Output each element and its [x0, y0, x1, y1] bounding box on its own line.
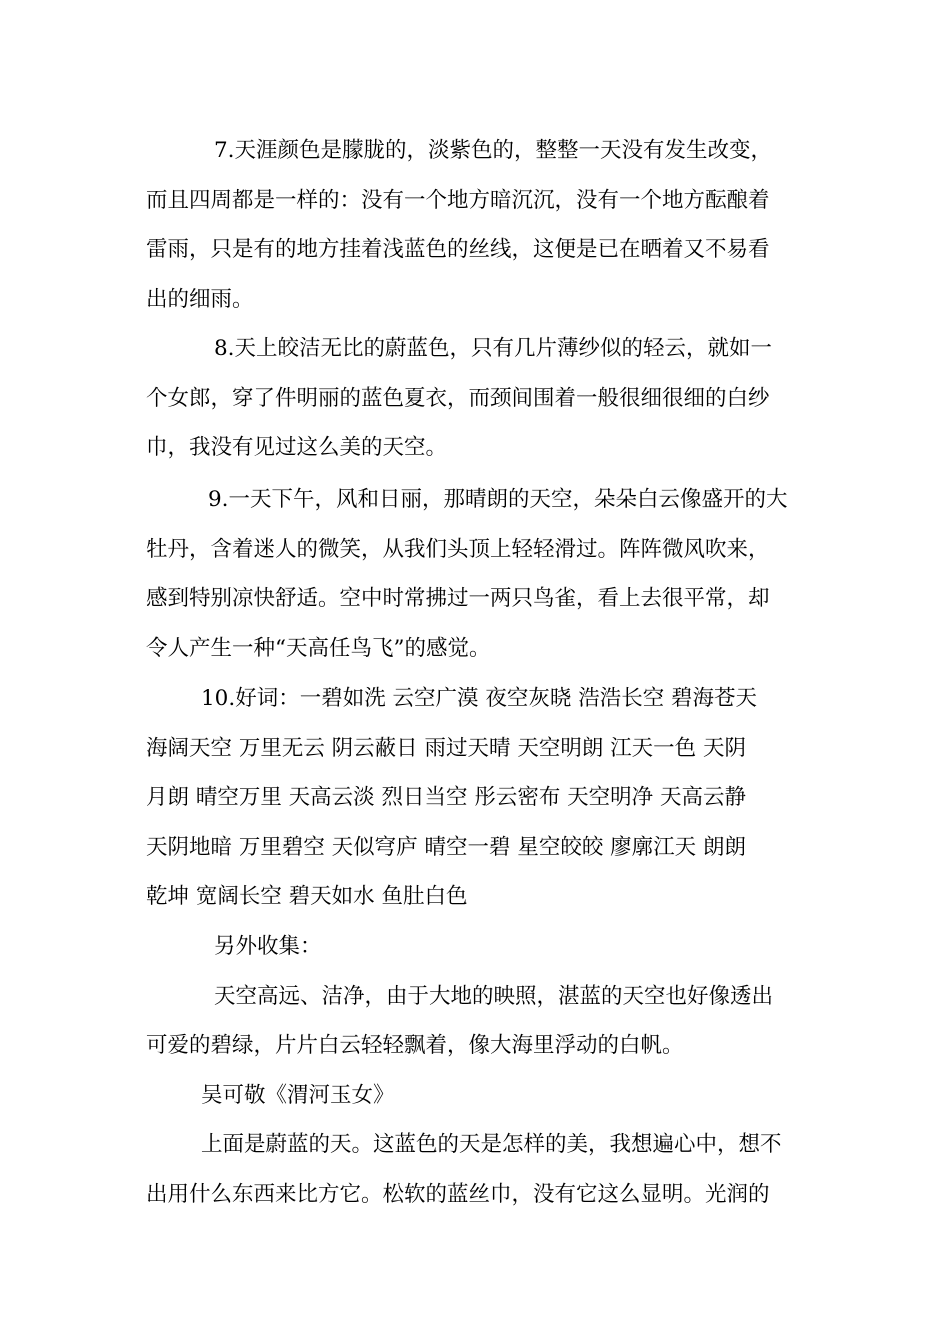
paragraph-10-line: 乾坤 宽阔长空 碧天如水 鱼肚白色 [146, 884, 468, 909]
paragraph-7-line: 出的细雨。 [146, 286, 254, 312]
quote-paragraph-line: 上面是蔚蓝的天。这蓝色的天是怎样的美，我想遍心中，想不 [201, 1132, 782, 1157]
paragraph-8-line: 8.天上皎洁无比的蔚蓝色，只有几片薄纱似的轻云，就如一 [214, 336, 773, 361]
paragraph-10-line: 月朗 晴空万里 天高云淡 烈日当空 彤云密布 天空明净 天高云静 [146, 785, 747, 810]
paragraph-8-line: 个女郎，穿了件明丽的蓝色夏衣，而颈间围着一般很细很细的白纱 [146, 385, 770, 411]
paragraph-10-line: 海阔天空 万里无云 阴云蔽日 雨过天晴 天空明朗 江天一色 天阴 [146, 735, 747, 761]
extra-collection [146, 922, 808, 1219]
paragraph-9-line: 9.一天下午，风和日丽，那晴朗的天空，朵朵白云像盛开的大 [208, 487, 788, 512]
extra-paragraph-line: 可爱的碧绿，片片白云轻轻飘着，像大海里浮动的白帆。 [146, 1033, 684, 1058]
paragraph-9-line: 令人产生一种“天高任鸟飞”的感觉。 [146, 635, 491, 661]
paragraph-7-line: 而且四周都是一样的：没有一个地方暗沉沉，没有一个地方酝酿着 [146, 187, 770, 213]
quote-paragraph-line: 出用什么东西来比方它。松软的蓝丝巾，没有它这么显明。光润的 [146, 1181, 770, 1207]
paragraph-7-line: 7.天涯颜色是朦胧的，淡紫色的，整整一天没有发生改变， [214, 138, 773, 163]
paragraph-9 [146, 475, 808, 673]
paragraph-8-line: 巾，我没有见过这么美的天空。 [146, 435, 448, 460]
paragraph-7 [146, 126, 808, 324]
paragraph-9-line: 牡丹，含着迷人的微笑，从我们头顶上轻轻滑过。阵阵微风吹来， [146, 536, 770, 562]
paragraph-7-line: 雷雨，只是有的地方挂着浅蓝色的丝线，这便是已在晒着又不易看 [146, 237, 770, 262]
extra-heading: 另外收集： [214, 934, 322, 959]
extra-paragraph-line: 天空高远、洁净，由于大地的映照，湛蓝的天空也好像透出 [214, 983, 774, 1009]
source-line: 吴可敬《渭河玉女》 [201, 1082, 395, 1108]
paragraph-9-line: 感到特别凉快舒适。空中时常拂过一两只鸟雀，看上去很平常，却 [146, 586, 770, 611]
paragraph-10 [146, 674, 808, 922]
paragraph-10-line: 10.好词：一碧如洗 云空广漠 夜空灰晓 浩浩长空 碧海苍天 [201, 686, 758, 711]
paragraph-10-line: 天阴地暗 万里碧空 天似穹庐 晴空一碧 星空皎皎 廖廓江天 朗朗 [146, 834, 747, 860]
paragraph-8 [146, 324, 808, 473]
